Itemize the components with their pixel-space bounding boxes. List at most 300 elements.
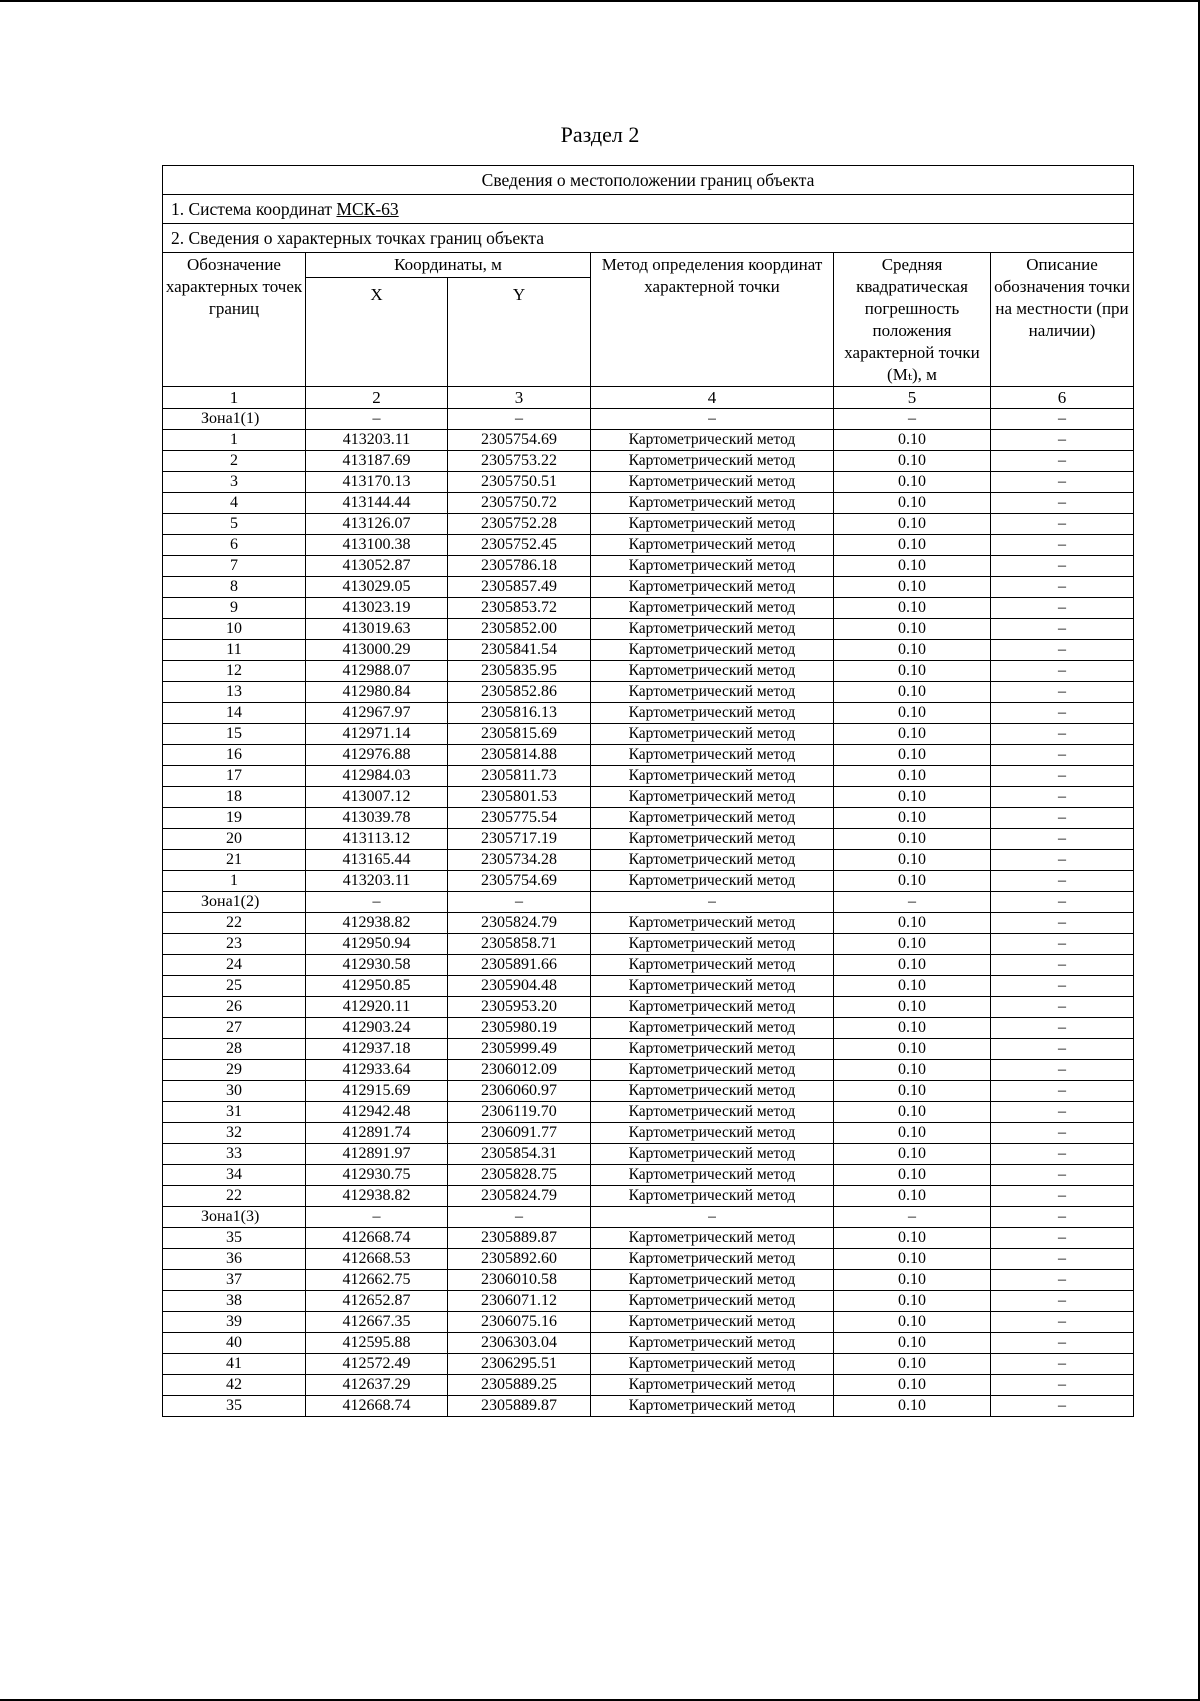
table-row (163, 1270, 1134, 1291)
accuracy-cell: – (834, 1207, 991, 1228)
point-cell: 31 (163, 1102, 306, 1123)
method-cell: Картометрический метод (591, 766, 834, 787)
description-cell: – (991, 808, 1134, 829)
method-cell: – (591, 1207, 834, 1228)
table-title: Сведения о местоположении границ объекта (163, 166, 1134, 195)
x-cell: 413203.11 (306, 430, 448, 451)
method-cell: Картометрический метод (591, 997, 834, 1018)
x-cell: 412930.75 (306, 1165, 448, 1186)
accuracy-cell: – (834, 409, 991, 430)
point-cell: 16 (163, 745, 306, 766)
x-cell: – (306, 409, 448, 430)
table-row (163, 1228, 1134, 1249)
description-cell: – (991, 1144, 1134, 1165)
x-cell: – (306, 892, 448, 913)
point-cell: 4 (163, 493, 306, 514)
method-cell: Картометрический метод (591, 724, 834, 745)
method-cell: Картометрический метод (591, 1018, 834, 1039)
point-cell: 35 (163, 1228, 306, 1249)
table-row (163, 514, 1134, 535)
column-number: 4 (591, 387, 834, 409)
method-cell: Картометрический метод (591, 514, 834, 535)
y-cell: 2305857.49 (448, 577, 591, 598)
point-cell: 24 (163, 955, 306, 976)
table-row (163, 1312, 1134, 1333)
description-cell: – (991, 451, 1134, 472)
point-cell: 34 (163, 1165, 306, 1186)
accuracy-cell: 0.10 (834, 703, 991, 724)
accuracy-cell: 0.10 (834, 955, 991, 976)
point-cell: 28 (163, 1039, 306, 1060)
point-cell: 30 (163, 1081, 306, 1102)
description-cell: – (991, 934, 1134, 955)
accuracy-cell: 0.10 (834, 1354, 991, 1375)
header-point: Обозначение характерных точек границ (163, 253, 306, 387)
point-cell: 39 (163, 1312, 306, 1333)
x-cell: 412891.97 (306, 1144, 448, 1165)
y-cell: 2306012.09 (448, 1060, 591, 1081)
x-cell: 412988.07 (306, 661, 448, 682)
method-cell: Картометрический метод (591, 1333, 834, 1354)
y-cell: 2305775.54 (448, 808, 591, 829)
method-cell: Картометрический метод (591, 1375, 834, 1396)
y-cell: 2305835.95 (448, 661, 591, 682)
y-cell: – (448, 409, 591, 430)
accuracy-cell: 0.10 (834, 1333, 991, 1354)
y-cell: – (448, 892, 591, 913)
method-cell: Картометрический метод (591, 598, 834, 619)
point-cell: 17 (163, 766, 306, 787)
x-cell: 412984.03 (306, 766, 448, 787)
description-cell: – (991, 640, 1134, 661)
method-cell: Картометрический метод (591, 703, 834, 724)
y-cell: 2305815.69 (448, 724, 591, 745)
accuracy-cell: 0.10 (834, 514, 991, 535)
accuracy-cell: 0.10 (834, 1060, 991, 1081)
table-row (163, 871, 1134, 892)
method-cell: Картометрический метод (591, 1039, 834, 1060)
point-cell: 38 (163, 1291, 306, 1312)
coordinate-system-label: 1. Система координат (171, 198, 333, 219)
method-cell: Картометрический метод (591, 1144, 834, 1165)
accuracy-cell: 0.10 (834, 1144, 991, 1165)
table-row (163, 1249, 1134, 1270)
y-cell: – (448, 1207, 591, 1228)
accuracy-cell: 0.10 (834, 808, 991, 829)
x-cell: 413187.69 (306, 451, 448, 472)
description-cell: – (991, 1291, 1134, 1312)
y-cell: 2305814.88 (448, 745, 591, 766)
accuracy-cell: 0.10 (834, 871, 991, 892)
table-row (163, 535, 1134, 556)
table-row (163, 1333, 1134, 1354)
accuracy-cell: 0.10 (834, 934, 991, 955)
method-cell: Картометрический метод (591, 1165, 834, 1186)
table-row (163, 955, 1134, 976)
column-number: 2 (306, 387, 448, 409)
y-cell: 2305752.45 (448, 535, 591, 556)
header-coords: Координаты, м (306, 253, 591, 278)
description-cell: – (991, 1396, 1134, 1417)
accuracy-cell: 0.10 (834, 850, 991, 871)
y-cell: 2306295.51 (448, 1354, 591, 1375)
point-cell: 15 (163, 724, 306, 745)
y-cell: 2305811.73 (448, 766, 591, 787)
table-row (163, 1060, 1134, 1081)
y-cell: 2305892.60 (448, 1249, 591, 1270)
accuracy-cell: 0.10 (834, 829, 991, 850)
method-cell: Картометрический метод (591, 1102, 834, 1123)
method-cell: Картометрический метод (591, 661, 834, 682)
x-cell: 412938.82 (306, 913, 448, 934)
point-cell: Зона1(3) (163, 1207, 306, 1228)
method-cell: Картометрический метод (591, 1396, 834, 1417)
accuracy-cell: 0.10 (834, 976, 991, 997)
table-row (163, 1375, 1134, 1396)
y-cell: 2305734.28 (448, 850, 591, 871)
method-cell: – (591, 892, 834, 913)
x-cell: 412668.74 (306, 1396, 448, 1417)
method-cell: Картометрический метод (591, 829, 834, 850)
y-cell: 2305750.51 (448, 472, 591, 493)
x-cell: 413029.05 (306, 577, 448, 598)
section-title: Раздел 2 (560, 122, 640, 147)
x-cell: 412667.35 (306, 1312, 448, 1333)
point-cell: 11 (163, 640, 306, 661)
description-cell: – (991, 997, 1134, 1018)
y-cell: 2305904.48 (448, 976, 591, 997)
description-cell: – (991, 661, 1134, 682)
point-cell: 1 (163, 430, 306, 451)
accuracy-cell: 0.10 (834, 1396, 991, 1417)
column-number: 1 (163, 387, 306, 409)
description-cell: – (991, 955, 1134, 976)
accuracy-cell: 0.10 (834, 430, 991, 451)
table-row (163, 472, 1134, 493)
header-method: Метод определения координат характерной точки (591, 253, 834, 387)
point-cell: 12 (163, 661, 306, 682)
zone-row (163, 892, 1134, 913)
x-cell: 412942.48 (306, 1102, 448, 1123)
method-cell: Картометрический метод (591, 430, 834, 451)
point-cell: 33 (163, 1144, 306, 1165)
description-cell: – (991, 598, 1134, 619)
point-cell: 14 (163, 703, 306, 724)
description-cell: – (991, 493, 1134, 514)
point-cell: 36 (163, 1249, 306, 1270)
description-cell: – (991, 1060, 1134, 1081)
x-cell: 412891.74 (306, 1123, 448, 1144)
x-cell: 413126.07 (306, 514, 448, 535)
accuracy-cell: 0.10 (834, 1270, 991, 1291)
method-cell: Картометрический метод (591, 619, 834, 640)
x-cell: 412971.14 (306, 724, 448, 745)
boundary-points-table (162, 165, 1134, 1417)
method-cell: Картометрический метод (591, 1270, 834, 1291)
point-cell: Зона1(1) (163, 409, 306, 430)
zone-row (163, 1207, 1134, 1228)
table-row (163, 1396, 1134, 1417)
description-cell: – (991, 409, 1134, 430)
y-cell: 2305841.54 (448, 640, 591, 661)
point-cell: Зона1(2) (163, 892, 306, 913)
header-accuracy: Средняя квадратическая погрешность положения характерной точки (Mₜ), м (834, 253, 991, 387)
method-cell: Картометрический метод (591, 976, 834, 997)
y-cell: 2306303.04 (448, 1333, 591, 1354)
x-cell: 412980.84 (306, 682, 448, 703)
description-cell: – (991, 1123, 1134, 1144)
y-cell: 2305824.79 (448, 1186, 591, 1207)
y-cell: 2305750.72 (448, 493, 591, 514)
description-cell: – (991, 703, 1134, 724)
points-heading: 2. Сведения о характерных точках границ объекта (163, 224, 1134, 253)
table-row (163, 661, 1134, 682)
x-cell: 413039.78 (306, 808, 448, 829)
point-cell: 3 (163, 472, 306, 493)
method-cell: Картометрический метод (591, 1081, 834, 1102)
accuracy-cell: 0.10 (834, 745, 991, 766)
description-cell: – (991, 745, 1134, 766)
x-cell: 412903.24 (306, 1018, 448, 1039)
y-cell: 2305980.19 (448, 1018, 591, 1039)
accuracy-cell: 0.10 (834, 1312, 991, 1333)
y-cell: 2305752.28 (448, 514, 591, 535)
table-row (163, 598, 1134, 619)
description-cell: – (991, 1249, 1134, 1270)
point-cell: 22 (163, 913, 306, 934)
x-cell: 412937.18 (306, 1039, 448, 1060)
point-cell: 19 (163, 808, 306, 829)
x-cell: 413000.29 (306, 640, 448, 661)
description-cell: – (991, 1186, 1134, 1207)
y-cell: 2305754.69 (448, 430, 591, 451)
point-cell: 42 (163, 1375, 306, 1396)
x-cell: – (306, 1207, 448, 1228)
x-cell: 412938.82 (306, 1186, 448, 1207)
method-cell: Картометрический метод (591, 640, 834, 661)
accuracy-cell: 0.10 (834, 724, 991, 745)
method-cell: Картометрический метод (591, 1186, 834, 1207)
table-row (163, 430, 1134, 451)
x-cell: 412967.97 (306, 703, 448, 724)
table-row (163, 934, 1134, 955)
method-cell: Картометрический метод (591, 556, 834, 577)
point-cell: 1 (163, 871, 306, 892)
description-cell: – (991, 1375, 1134, 1396)
method-cell: Картометрический метод (591, 850, 834, 871)
accuracy-cell: 0.10 (834, 766, 991, 787)
point-cell: 35 (163, 1396, 306, 1417)
accuracy-cell: 0.10 (834, 1228, 991, 1249)
coordinate-system-row (163, 195, 1134, 224)
table-row (163, 913, 1134, 934)
table-row (163, 997, 1134, 1018)
method-cell: Картометрический метод (591, 1249, 834, 1270)
x-cell: 412668.74 (306, 1228, 448, 1249)
table-row (163, 1123, 1134, 1144)
description-cell: – (991, 1228, 1134, 1249)
x-cell: 413203.11 (306, 871, 448, 892)
accuracy-cell: 0.10 (834, 535, 991, 556)
description-cell: – (991, 913, 1134, 934)
table-row (163, 787, 1134, 808)
x-cell: 412930.58 (306, 955, 448, 976)
y-cell: 2305753.22 (448, 451, 591, 472)
x-cell: 412637.29 (306, 1375, 448, 1396)
header-x: X (306, 278, 448, 387)
x-cell: 412950.94 (306, 934, 448, 955)
x-cell: 412572.49 (306, 1354, 448, 1375)
y-cell: 2306075.16 (448, 1312, 591, 1333)
point-cell: 7 (163, 556, 306, 577)
x-cell: 413170.13 (306, 472, 448, 493)
y-cell: 2305999.49 (448, 1039, 591, 1060)
table-row (163, 976, 1134, 997)
y-cell: 2305858.71 (448, 934, 591, 955)
point-cell: 25 (163, 976, 306, 997)
x-cell: 412662.75 (306, 1270, 448, 1291)
description-cell: – (991, 976, 1134, 997)
y-cell: 2306119.70 (448, 1102, 591, 1123)
x-cell: 412595.88 (306, 1333, 448, 1354)
accuracy-cell: 0.10 (834, 1018, 991, 1039)
y-cell: 2305853.72 (448, 598, 591, 619)
accuracy-cell: 0.10 (834, 682, 991, 703)
method-cell: Картометрический метод (591, 577, 834, 598)
point-cell: 37 (163, 1270, 306, 1291)
table-row (163, 745, 1134, 766)
accuracy-cell: 0.10 (834, 1291, 991, 1312)
accuracy-cell: 0.10 (834, 1186, 991, 1207)
point-cell: 21 (163, 850, 306, 871)
point-cell: 10 (163, 619, 306, 640)
description-cell: – (991, 682, 1134, 703)
accuracy-cell: 0.10 (834, 997, 991, 1018)
description-cell: – (991, 1165, 1134, 1186)
y-cell: 2305801.53 (448, 787, 591, 808)
table-row (163, 451, 1134, 472)
point-cell: 5 (163, 514, 306, 535)
description-cell: – (991, 829, 1134, 850)
accuracy-cell: 0.10 (834, 1081, 991, 1102)
method-cell: Картометрический метод (591, 1291, 834, 1312)
accuracy-cell: 0.10 (834, 1102, 991, 1123)
method-cell: Картометрический метод (591, 871, 834, 892)
description-cell: – (991, 535, 1134, 556)
accuracy-cell: 0.10 (834, 1039, 991, 1060)
zone-row (163, 409, 1134, 430)
accuracy-cell: 0.10 (834, 1123, 991, 1144)
point-cell: 27 (163, 1018, 306, 1039)
point-cell: 22 (163, 1186, 306, 1207)
x-cell: 413007.12 (306, 787, 448, 808)
x-cell: 412915.69 (306, 1081, 448, 1102)
x-cell: 412920.11 (306, 997, 448, 1018)
description-cell: – (991, 472, 1134, 493)
point-cell: 2 (163, 451, 306, 472)
description-cell: – (991, 871, 1134, 892)
accuracy-cell: 0.10 (834, 1249, 991, 1270)
method-cell: Картометрический метод (591, 493, 834, 514)
method-cell: Картометрический метод (591, 1228, 834, 1249)
table-row (163, 1144, 1134, 1165)
accuracy-cell: 0.10 (834, 913, 991, 934)
point-cell: 13 (163, 682, 306, 703)
table-row (163, 1102, 1134, 1123)
accuracy-cell: 0.10 (834, 493, 991, 514)
y-cell: 2305824.79 (448, 913, 591, 934)
table-row (163, 1354, 1134, 1375)
table-row (163, 850, 1134, 871)
x-cell: 412652.87 (306, 1291, 448, 1312)
description-cell: – (991, 850, 1134, 871)
table-row (163, 829, 1134, 850)
description-cell: – (991, 787, 1134, 808)
y-cell: 2305854.31 (448, 1144, 591, 1165)
x-cell: 413019.63 (306, 619, 448, 640)
accuracy-cell: – (834, 892, 991, 913)
x-cell: 412950.85 (306, 976, 448, 997)
description-cell: – (991, 619, 1134, 640)
point-cell: 18 (163, 787, 306, 808)
table-row (163, 766, 1134, 787)
description-cell: – (991, 724, 1134, 745)
accuracy-cell: 0.10 (834, 472, 991, 493)
point-cell: 20 (163, 829, 306, 850)
table-row (163, 556, 1134, 577)
description-cell: – (991, 1081, 1134, 1102)
table-row (163, 1291, 1134, 1312)
y-cell: 2305889.25 (448, 1375, 591, 1396)
method-cell: Картометрический метод (591, 745, 834, 766)
accuracy-cell: 0.10 (834, 451, 991, 472)
page-border-top (0, 0, 1200, 2)
description-cell: – (991, 556, 1134, 577)
point-cell: 32 (163, 1123, 306, 1144)
accuracy-cell: 0.10 (834, 787, 991, 808)
accuracy-cell: 0.10 (834, 640, 991, 661)
x-cell: 413165.44 (306, 850, 448, 871)
accuracy-cell: 0.10 (834, 1165, 991, 1186)
accuracy-cell: 0.10 (834, 1375, 991, 1396)
table-row (163, 724, 1134, 745)
header-description: Описание обозначения точки на местности (при наличии) (991, 253, 1134, 387)
accuracy-cell: 0.10 (834, 661, 991, 682)
description-cell: – (991, 1270, 1134, 1291)
x-cell: 413113.12 (306, 829, 448, 850)
point-cell: 29 (163, 1060, 306, 1081)
table-row (163, 1165, 1134, 1186)
y-cell: 2305828.75 (448, 1165, 591, 1186)
table-row (163, 682, 1134, 703)
y-cell: 2305891.66 (448, 955, 591, 976)
y-cell: 2305786.18 (448, 556, 591, 577)
description-cell: – (991, 1207, 1134, 1228)
point-cell: 23 (163, 934, 306, 955)
y-cell: 2305816.13 (448, 703, 591, 724)
method-cell: Картометрический метод (591, 1312, 834, 1333)
method-cell: Картометрический метод (591, 955, 834, 976)
accuracy-cell: 0.10 (834, 598, 991, 619)
y-cell: 2306091.77 (448, 1123, 591, 1144)
table-row (163, 1039, 1134, 1060)
y-cell: 2306060.97 (448, 1081, 591, 1102)
description-cell: – (991, 1312, 1134, 1333)
accuracy-cell: 0.10 (834, 556, 991, 577)
description-cell: – (991, 430, 1134, 451)
description-cell: – (991, 1102, 1134, 1123)
x-cell: 413023.19 (306, 598, 448, 619)
